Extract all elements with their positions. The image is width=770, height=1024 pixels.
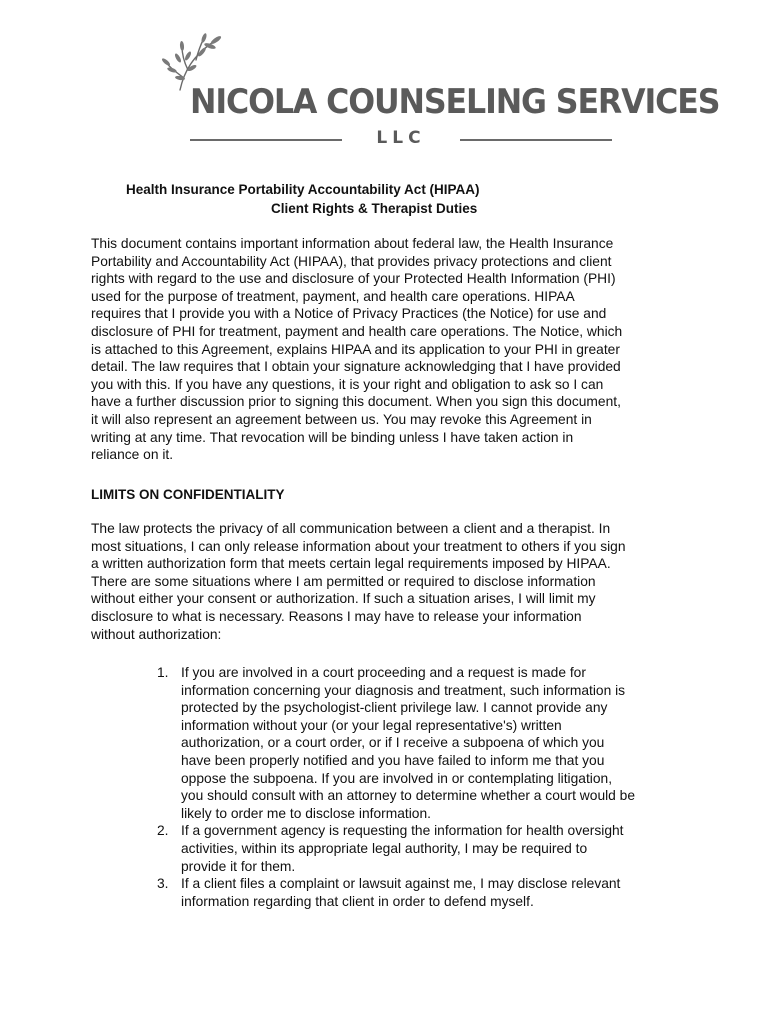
text-line: likely to order me to disclose information. <box>181 805 431 821</box>
text-line: This document contains important information about federal law, the Health Insurance <box>91 236 614 251</box>
list-number: 1. <box>157 665 169 680</box>
text-line: information without your (or your legal representative's) written <box>181 717 562 733</box>
text-line: protected by the psychologist-client privilege law. I cannot provide any <box>181 700 608 716</box>
list-number: 3. <box>157 876 169 892</box>
text-line: disclosure to what is necessary. Reasons I may have to release your information <box>91 608 582 624</box>
text-line: The law protects the privacy of all communication between a client and a therapist. In <box>91 521 611 536</box>
document-subtitle: Client Rights & Therapist Duties <box>271 201 478 216</box>
text-line: disclosure of PHI for treatment, payment and health care operations. The Notice, which <box>91 323 623 339</box>
text-line: you should consult with an attorney to determine whether a court would be <box>181 788 636 804</box>
logo-company-name: NICOLA COUNSELING SERVICES <box>190 82 720 122</box>
text-line: it will also represent an agreement between us. You may revoke this Agreement in <box>91 411 592 427</box>
text-line: you with this. If you have any questions, it is your right and obligation to ask so I can <box>91 376 604 392</box>
text-line: without authorization: <box>91 626 222 642</box>
text-line: without either your consent or authorization. If such a situation arises, I will limit my <box>91 591 596 607</box>
text-line: requires that I provide you with a Notice of Privacy Practices (the Notice) for use and <box>91 306 607 322</box>
limits-paragraph <box>91 520 691 643</box>
text-line: reliance on it. <box>91 447 174 463</box>
intro-paragraph <box>91 235 691 464</box>
list-item <box>157 822 697 875</box>
logo-llc: LLC <box>376 128 426 148</box>
text-line: rights with regard to the use and disclosure of your Protected Health Information (PHI) <box>91 271 616 287</box>
text-line: Portability and Accountability Act (HIPAA), that provides privacy protections and client <box>91 253 612 269</box>
text-line: have been properly notified and you have failed to inform me that you <box>181 752 605 768</box>
text-line: information regarding that client in order to defend myself. <box>181 893 534 909</box>
text-line: writing at any time. That revocation will be binding unless I have taken action in <box>91 429 574 445</box>
text-line: There are some situations where I am permitted or required to disclose information <box>91 573 596 589</box>
text-line: information concerning your diagnosis and treatment, such information is <box>181 682 626 698</box>
text-line: used for the purpose of treatment, payment, and health care operations. HIPAA <box>91 288 575 304</box>
text-line: oppose the subpoena. If you are involved in or contemplating litigation, <box>181 770 613 786</box>
document-title: Health Insurance Portability Accountability Act (HIPAA) <box>126 182 480 197</box>
text-line: activities, within its appropriate legal authority, I may be required to <box>181 840 588 856</box>
list-number: 2. <box>157 823 169 839</box>
company-logo <box>150 32 720 152</box>
text-line: If you are involved in a court proceeding and a request is made for <box>181 665 586 680</box>
text-line: a written authorization form that meets certain legal requirements imposed by HIPAA. <box>91 556 611 572</box>
text-line: detail. The law requires that I obtain your signature acknowledging that I have provided <box>91 359 621 375</box>
text-line: most situations, I can only release information about your treatment to others if you sign <box>91 538 626 554</box>
logo-divider-right <box>460 139 612 141</box>
text-line: have a further discussion prior to signing this document. When you sign this document, <box>91 394 621 410</box>
logo-subtitle-row <box>190 128 612 152</box>
text-line: provide it for them. <box>181 858 296 874</box>
text-line: is attached to this Agreement, explains HIPAA and its application to your PHI in greater <box>91 341 620 357</box>
list-item <box>157 664 697 822</box>
section-heading-limits: LIMITS ON CONFIDENTIALITY <box>91 487 285 502</box>
text-line: If a client files a complaint or lawsuit against me, I may disclose relevant <box>181 876 621 892</box>
list-item <box>157 875 697 910</box>
reasons-list <box>157 664 697 910</box>
text-line: authorization, or a court order, or if I receive a subpoena of which you <box>181 735 605 751</box>
text-line: If a government agency is requesting the information for health oversight <box>181 823 624 839</box>
